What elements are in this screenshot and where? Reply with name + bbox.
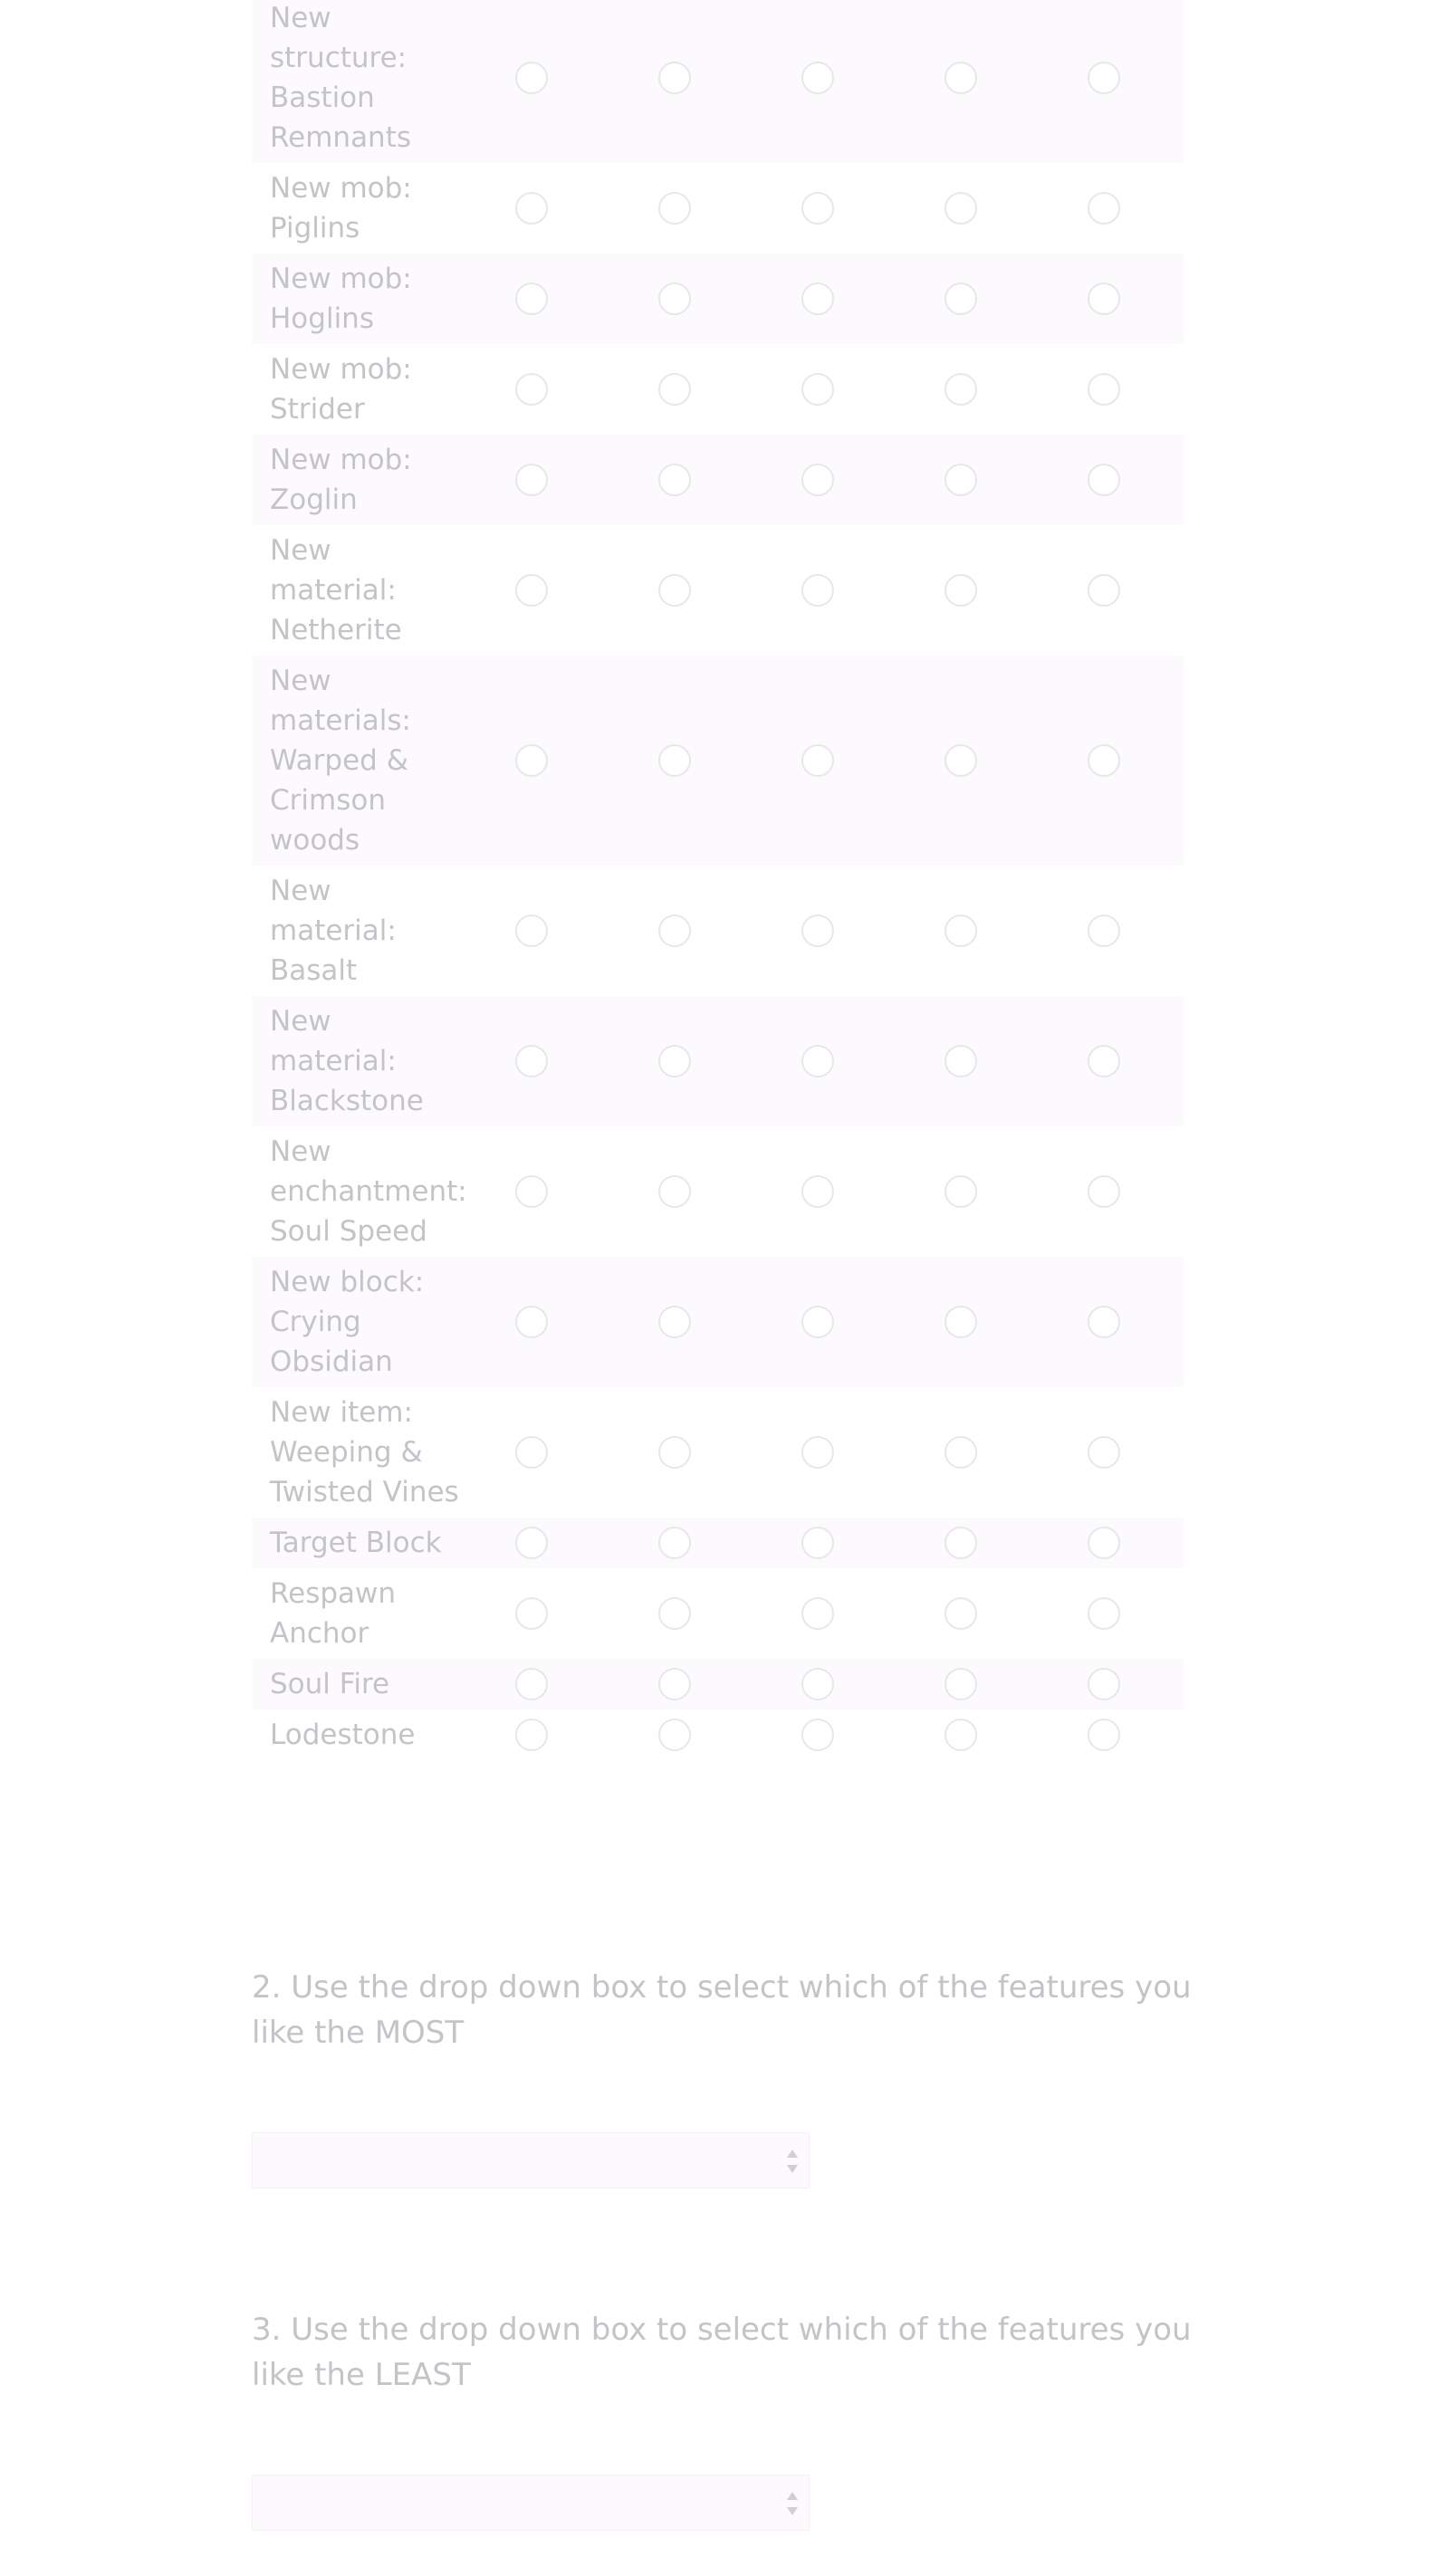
rating-radio-3[interactable]: [801, 192, 834, 225]
rating-radio-2[interactable]: [658, 282, 691, 315]
rating-radio-2[interactable]: [658, 915, 691, 947]
matrix-row: [252, 1257, 1184, 1387]
rating-radio-4[interactable]: [945, 1306, 977, 1338]
rating-radio-2[interactable]: [658, 1175, 691, 1208]
rating-radio-5[interactable]: [1088, 1668, 1120, 1700]
rating-radio-3[interactable]: [801, 574, 834, 607]
matrix-row: [252, 525, 1184, 656]
rating-radio-2[interactable]: [658, 464, 691, 496]
rating-radio-3[interactable]: [801, 744, 834, 777]
matrix-row: [252, 0, 1184, 163]
matrix-row-label: Respawn Anchor: [270, 1577, 397, 1650]
matrix-row-label: New block: Crying Obsidian: [270, 1266, 425, 1378]
up-down-arrows-icon: [785, 2146, 800, 2177]
matrix-row: [252, 1126, 1184, 1257]
rating-radio-1[interactable]: [515, 282, 548, 315]
rating-radio-1[interactable]: [515, 574, 548, 607]
matrix-row: [252, 1387, 1184, 1518]
matrix-row-label: New mob: Strider: [270, 353, 412, 426]
rating-radio-4[interactable]: [945, 282, 977, 315]
rating-radio-3[interactable]: [801, 1668, 834, 1700]
rating-radio-1[interactable]: [515, 1668, 548, 1700]
rating-radio-2[interactable]: [658, 1306, 691, 1338]
rating-radio-5[interactable]: [1088, 192, 1120, 225]
matrix-row: [252, 1518, 1184, 1568]
rating-radio-3[interactable]: [801, 915, 834, 947]
matrix-row: [252, 163, 1184, 254]
rating-radio-3[interactable]: [801, 1045, 834, 1077]
rating-radio-1[interactable]: [515, 1527, 548, 1559]
matrix-row-label: Lodestone: [270, 1719, 416, 1751]
rating-radio-2[interactable]: [658, 1719, 691, 1751]
matrix-row-label: New material: Netherite: [270, 534, 402, 646]
matrix-row: [252, 656, 1184, 866]
rating-radio-5[interactable]: [1088, 62, 1120, 94]
rating-radio-1[interactable]: [515, 1719, 548, 1751]
rating-radio-1[interactable]: [515, 62, 548, 94]
matrix-row-label: New materials: Warped & Crimson woods: [270, 665, 411, 857]
rating-radio-4[interactable]: [945, 574, 977, 607]
rating-radio-4[interactable]: [945, 1175, 977, 1208]
matrix-row: [252, 344, 1184, 435]
matrix-row-label: New mob: Hoglins: [270, 263, 412, 335]
rating-radio-4[interactable]: [945, 192, 977, 225]
rating-radio-2[interactable]: [658, 1597, 691, 1630]
up-down-arrows-icon: [785, 2488, 800, 2519]
question-2-title: 2. Use the drop down box to select which of the features you like the MOST: [252, 1969, 1192, 2051]
rating-radio-2[interactable]: [658, 373, 691, 406]
rating-radio-3[interactable]: [801, 1597, 834, 1630]
rating-radio-4[interactable]: [945, 915, 977, 947]
rating-radio-1[interactable]: [515, 192, 548, 225]
matrix-row-label: New mob: Zoglin: [270, 444, 412, 516]
rating-matrix: [252, 0, 1184, 1760]
rating-radio-4[interactable]: [945, 744, 977, 777]
matrix-row: [252, 254, 1184, 344]
rating-radio-2[interactable]: [658, 1436, 691, 1469]
matrix-row-label: New material: Basalt: [270, 875, 397, 987]
rating-radio-1[interactable]: [515, 1306, 548, 1338]
rating-radio-2[interactable]: [658, 1668, 691, 1700]
matrix-row: [252, 866, 1184, 996]
rating-radio-5[interactable]: [1088, 744, 1120, 777]
matrix-row: [252, 1659, 1184, 1709]
matrix-row: [252, 1709, 1184, 1760]
rating-radio-1[interactable]: [515, 373, 548, 406]
matrix-row: [252, 435, 1184, 525]
most-liked-feature-select[interactable]: [252, 2132, 810, 2188]
rating-radio-2[interactable]: [658, 1527, 691, 1559]
matrix-row-label: New material: Blackstone: [270, 1005, 424, 1117]
rating-radio-3[interactable]: [801, 1527, 834, 1559]
matrix-row-label: New structure: Bastion Remnants: [270, 2, 412, 154]
rating-radio-5[interactable]: [1088, 1045, 1120, 1077]
rating-radio-4[interactable]: [945, 1436, 977, 1469]
matrix-row-label: Target Block: [270, 1527, 442, 1559]
rating-radio-4[interactable]: [945, 62, 977, 94]
question-3-title: 3. Use the drop down box to select which of the features you like the LEAST: [252, 2312, 1192, 2393]
rating-radio-3[interactable]: [801, 1306, 834, 1338]
rating-radio-5[interactable]: [1088, 1719, 1120, 1751]
least-liked-feature-select[interactable]: [252, 2475, 810, 2531]
rating-radio-5[interactable]: [1088, 915, 1120, 947]
rating-radio-3[interactable]: [801, 1175, 834, 1208]
rating-radio-1[interactable]: [515, 915, 548, 947]
rating-radio-3[interactable]: [801, 62, 834, 94]
rating-radio-4[interactable]: [945, 1527, 977, 1559]
rating-radio-2[interactable]: [658, 744, 691, 777]
rating-radio-4[interactable]: [945, 373, 977, 406]
rating-radio-3[interactable]: [801, 373, 834, 406]
rating-radio-5[interactable]: [1088, 1306, 1120, 1338]
rating-radio-3[interactable]: [801, 282, 834, 315]
rating-radio-1[interactable]: [515, 1045, 548, 1077]
rating-radio-4[interactable]: [945, 1719, 977, 1751]
rating-radio-5[interactable]: [1088, 1527, 1120, 1559]
matrix-row: [252, 996, 1184, 1126]
rating-radio-4[interactable]: [945, 1045, 977, 1077]
matrix-row-label: New mob: Piglins: [270, 172, 412, 244]
rating-radio-2[interactable]: [658, 62, 691, 94]
rating-radio-5[interactable]: [1088, 1436, 1120, 1469]
rating-radio-1[interactable]: [515, 1436, 548, 1469]
rating-radio-1[interactable]: [515, 1175, 548, 1208]
rating-radio-5[interactable]: [1088, 373, 1120, 406]
rating-radio-3[interactable]: [801, 1436, 834, 1469]
rating-radio-1[interactable]: [515, 464, 548, 496]
rating-radio-1[interactable]: [515, 744, 548, 777]
rating-radio-2[interactable]: [658, 1045, 691, 1077]
matrix-row-label: New item: Weeping & Twisted Vines: [270, 1396, 459, 1508]
rating-radio-2[interactable]: [658, 192, 691, 225]
rating-radio-3[interactable]: [801, 464, 834, 496]
matrix-row: [252, 1568, 1184, 1659]
rating-radio-1[interactable]: [515, 1597, 548, 1630]
rating-radio-5[interactable]: [1088, 1597, 1120, 1630]
matrix-row-label: New enchantment: Soul Speed: [270, 1135, 467, 1248]
rating-radio-5[interactable]: [1088, 464, 1120, 496]
matrix-row-label: Soul Fire: [270, 1668, 390, 1700]
rating-radio-4[interactable]: [945, 464, 977, 496]
rating-radio-3[interactable]: [801, 1719, 834, 1751]
rating-radio-5[interactable]: [1088, 1175, 1120, 1208]
rating-radio-5[interactable]: [1088, 282, 1120, 315]
rating-radio-5[interactable]: [1088, 574, 1120, 607]
rating-radio-4[interactable]: [945, 1597, 977, 1630]
rating-radio-4[interactable]: [945, 1668, 977, 1700]
rating-radio-2[interactable]: [658, 574, 691, 607]
